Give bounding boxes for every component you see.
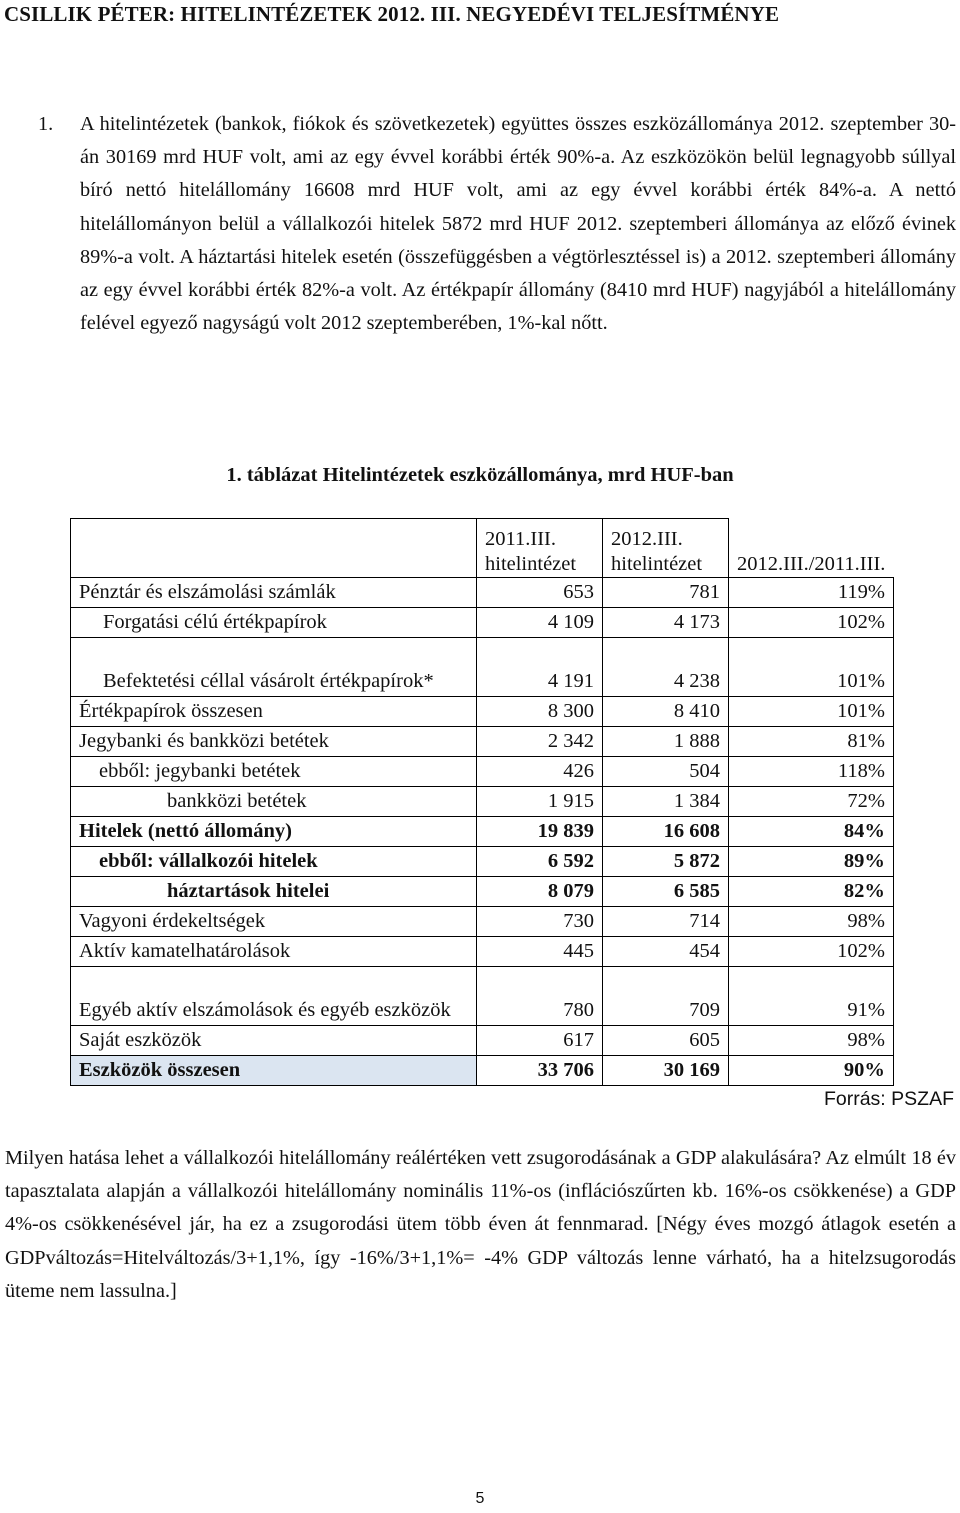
value-ratio: 98% <box>729 1026 894 1056</box>
row-label: Saját eszközök <box>71 1026 477 1056</box>
value-2011: 617 <box>477 1026 603 1056</box>
value-2012: 1 888 <box>603 727 729 757</box>
value-2012: 30 169 <box>603 1056 729 1086</box>
table-header-row <box>71 519 894 578</box>
row-label: Forgatási célú értékpapírok <box>71 608 477 638</box>
row-label: háztartások hitelei <box>71 877 477 907</box>
row-label <box>71 638 477 697</box>
value-ratio: 98% <box>729 907 894 937</box>
value-2012: 8 410 <box>603 697 729 727</box>
table-row <box>71 757 894 787</box>
row-label: ebből: vállalkozói hitelek <box>71 847 477 877</box>
value-2012: 4 173 <box>603 608 729 638</box>
value-2011: 8 300 <box>477 697 603 727</box>
value-ratio: 101% <box>729 697 894 727</box>
value-2011: 19 839 <box>477 817 603 847</box>
value-2011: 4 109 <box>477 608 603 638</box>
value-2011: 653 <box>477 578 603 608</box>
table-row <box>71 967 894 1026</box>
row-label-text: Befektetési céllal vásárolt értékpapírok* <box>103 670 434 692</box>
value-ratio: 119% <box>729 578 894 608</box>
row-label: Pénztár és elszámolási számlák <box>71 578 477 608</box>
table-row <box>71 937 894 967</box>
table-caption: 1. táblázat Hitelintézetek eszközállománya, mrd HUF-ban <box>226 464 734 486</box>
paragraph-number: 1. <box>38 113 54 135</box>
value-2012: 454 <box>603 937 729 967</box>
value-ratio: 90% <box>729 1056 894 1086</box>
row-label: Hitelek (nettó állomány) <box>71 817 477 847</box>
assets-table <box>70 518 894 1086</box>
table-row <box>71 877 894 907</box>
row-label: Egyéb aktív elszámolások és egyéb eszközök <box>71 967 477 1026</box>
value-ratio: 101% <box>729 638 894 697</box>
table-row <box>71 847 894 877</box>
row-label: Vagyoni érdekeltségek <box>71 907 477 937</box>
table-row <box>71 1026 894 1056</box>
row-label: Aktív kamatelhatárolások <box>71 937 477 967</box>
value-ratio: 102% <box>729 608 894 638</box>
value-ratio: 82% <box>729 877 894 907</box>
page-title: CSILLIK PÉTER: HITELINTÉZETEK 2012. III. NEGYEDÉVI TELJESÍTMÉNYE <box>4 2 780 26</box>
value-2012: 1 384 <box>603 787 729 817</box>
table-row <box>71 787 894 817</box>
value-2011: 780 <box>477 967 603 1026</box>
value-2012: 6 585 <box>603 877 729 907</box>
value-2012: 709 <box>603 967 729 1026</box>
header-empty <box>71 519 477 578</box>
value-ratio: 72% <box>729 787 894 817</box>
value-2011: 1 915 <box>477 787 603 817</box>
table-row <box>71 907 894 937</box>
value-2012: 4 238 <box>603 638 729 697</box>
value-2011: 730 <box>477 907 603 937</box>
value-2012: 504 <box>603 757 729 787</box>
value-2012: 714 <box>603 907 729 937</box>
value-2011: 8 079 <box>477 877 603 907</box>
value-2011: 6 592 <box>477 847 603 877</box>
row-label: ebből: jegybanki betétek <box>71 757 477 787</box>
page-number: 5 <box>475 1490 485 1507</box>
row-label: Értékpapírok összesen <box>71 697 477 727</box>
paragraph-text: A hitelintézetek (bankok, fiókok és szövetkezetek) együttes összes eszközállománya 2012. szeptember 30-án 30169 mrd HUF volt, ami az egy évvel korábbi érték 90%-a. Az eszközökön belül legnagyobb súllyal bíró nettó hitelállomány 16608 mrd HUF volt, ami az egy évvel korábbi érték 84%-a. A nettó hitelállományon belül a vállalkozói hitelek 5872 mrd HUF 2012. szeptemberi állománya az előző évinek 89%-a volt. A háztartási hitelek esetén (összefüggésben a végtörlesztéssel is) a 2012. szeptemberi állomány az egy évvel korábbi érték 82%-a volt. Az értékpapír állomány (8410 mrd HUF) nagyjából a hitelállomány felével egyező nagyságú volt 2012 szeptemberében, 1%-kal nőtt. <box>80 113 956 335</box>
value-2011: 4 191 <box>477 638 603 697</box>
header-ratio: 2012.III./2011.III. <box>737 553 886 575</box>
value-ratio: 89% <box>729 847 894 877</box>
value-2012: 5 872 <box>603 847 729 877</box>
row-label: Eszközök összesen <box>71 1056 477 1086</box>
table-row <box>71 608 894 638</box>
value-ratio: 118% <box>729 757 894 787</box>
header-2011: 2011.III. hitelintézet <box>477 519 603 578</box>
table-row <box>71 727 894 757</box>
value-ratio: 84% <box>729 817 894 847</box>
value-2012: 605 <box>603 1026 729 1056</box>
value-2011: 33 706 <box>477 1056 603 1086</box>
body-paragraph: Milyen hatása lehet a vállalkozói hitelállomány reálértéken vett zsugorodásának a GDP alakulására? Az elmúlt 18 év tapasztalata alapján a vállalkozói hitelállomány nominális 11%-os (inflációszűrten kb. 16%-os csökkenése) a GDP 4%-os csökkenésével jár, ha ez a zsugorodási ütem több éven át fennmarad. [Négy éves mozgó átlagok esetén a GDPváltozás=Hitelváltozás/3+1,1%, így -16%/3+1,1%= -4% GDP változás lenne várható, ha a hitelzsugorodás üteme nem lassulna.] <box>5 1147 956 1302</box>
header-2012: 2012.III. hitelintézet <box>603 519 729 578</box>
value-ratio: 91% <box>729 967 894 1026</box>
value-ratio: 102% <box>729 937 894 967</box>
table-source: Forrás: PSZAF <box>823 1088 954 1110</box>
table-row <box>71 817 894 847</box>
value-2011: 445 <box>477 937 603 967</box>
value-2012: 781 <box>603 578 729 608</box>
table-row <box>71 697 894 727</box>
value-2011: 426 <box>477 757 603 787</box>
table-row <box>71 638 894 697</box>
value-2011: 2 342 <box>477 727 603 757</box>
value-2012: 16 608 <box>603 817 729 847</box>
table-row <box>71 578 894 608</box>
row-label: bankközi betétek <box>71 787 477 817</box>
row-label: Jegybanki és bankközi betétek <box>71 727 477 757</box>
table-row-total <box>71 1056 894 1086</box>
value-ratio: 81% <box>729 727 894 757</box>
numbered-paragraph <box>38 108 956 340</box>
